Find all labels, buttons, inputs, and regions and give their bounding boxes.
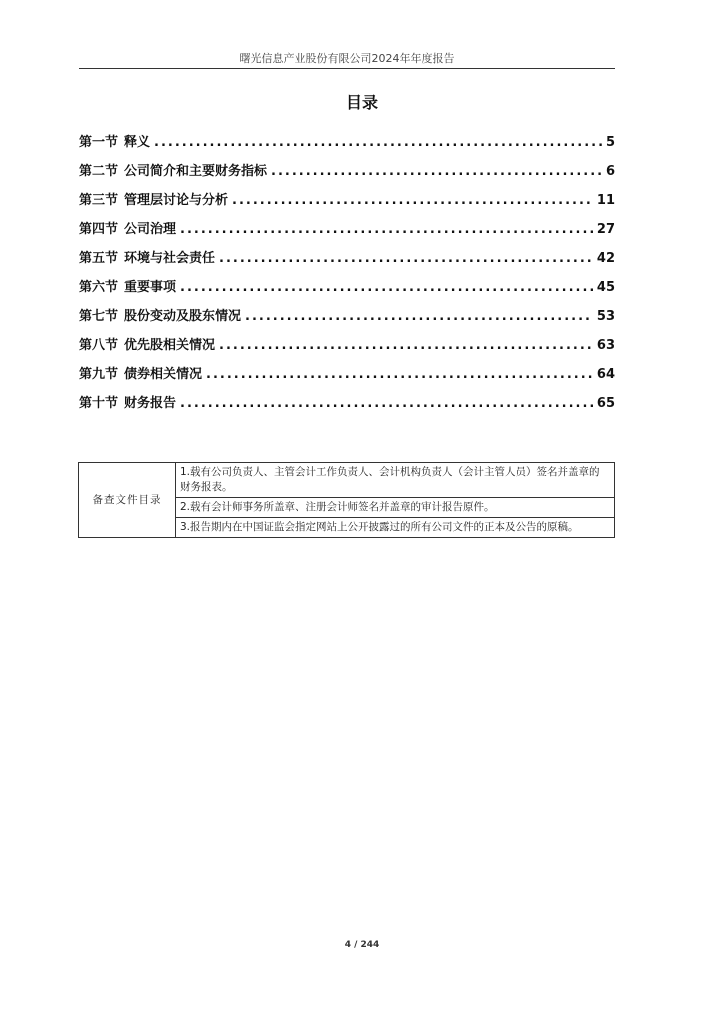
toc-section-number: 第五节: [79, 251, 119, 266]
toc-leader-dots: [180, 222, 593, 237]
toc-entry[interactable]: [79, 131, 615, 160]
toc-entry[interactable]: [79, 247, 615, 276]
toc-page-number: 63: [596, 338, 615, 353]
reference-document-item: 2.载有会计师事务所盖章、注册会计师签名并盖章的审计报告原件。: [176, 498, 615, 518]
reference-document-item: 3.报告期内在中国证监会指定网站上公开披露过的所有公司文件的正本及公告的原稿。: [176, 518, 615, 538]
reference-documents-table: [78, 462, 615, 538]
toc-page-number: 5: [605, 135, 615, 150]
toc-section-title: 释义: [124, 135, 151, 150]
toc-entry[interactable]: [79, 305, 615, 334]
toc-page-number: 11: [596, 193, 615, 208]
toc-leader-dots: [206, 367, 593, 382]
toc-section-number: 第六节: [79, 280, 119, 295]
toc-leader-dots: [232, 193, 593, 208]
page-number: 4 / 244: [344, 940, 380, 950]
toc-section-number: 第八节: [79, 338, 119, 353]
toc-leader-dots: [154, 135, 602, 150]
toc-entry[interactable]: [79, 392, 615, 421]
toc-section-title: 股份变动及股东情况: [124, 309, 242, 324]
toc-page-number: 65: [596, 396, 615, 411]
toc-page-number: 45: [596, 280, 615, 295]
toc-leader-dots: [271, 164, 602, 179]
toc-page-number: 42: [596, 251, 615, 266]
table-of-contents: [79, 131, 615, 421]
toc-entry[interactable]: [79, 363, 615, 392]
toc-section-number: 第二节: [79, 164, 119, 179]
toc-section-title: 公司治理: [124, 222, 177, 237]
toc-page-number: 6: [605, 164, 615, 179]
toc-entry[interactable]: [79, 334, 615, 363]
toc-leader-dots: [219, 338, 593, 353]
toc-section-number: 第三节: [79, 193, 119, 208]
toc-page-number: 27: [596, 222, 615, 237]
toc-section-number: 第十节: [79, 396, 119, 411]
toc-section-title: 管理层讨论与分析: [124, 193, 229, 208]
toc-section-title: 环境与社会责任: [124, 251, 216, 266]
toc-section-title: 财务报告: [124, 396, 177, 411]
toc-entry[interactable]: [79, 218, 615, 247]
toc-section-title: 公司简介和主要财务指标: [124, 164, 268, 179]
toc-page-number: 53: [596, 309, 615, 324]
toc-entry[interactable]: [79, 160, 615, 189]
reference-document-item: 1.载有公司负责人、主管会计工作负责人、会计机构负责人（会计主管人员）签名并盖章的财务报表。: [176, 463, 615, 498]
toc-leader-dots: [180, 396, 593, 411]
toc-leader-dots: [180, 280, 593, 295]
toc-section-number: 第七节: [79, 309, 119, 324]
toc-section-number: 第一节: [79, 135, 119, 150]
reference-documents-label: 备查文件目录: [79, 463, 176, 538]
toc-section-title: 优先股相关情况: [124, 338, 216, 353]
page-title: 目录: [345, 93, 378, 112]
toc-section-number: 第九节: [79, 367, 119, 382]
toc-section-number: 第四节: [79, 222, 119, 237]
toc-page-number: 64: [596, 367, 615, 382]
page-header: 曙光信息产业股份有限公司2024年年度报告: [239, 52, 455, 65]
toc-leader-dots: [219, 251, 593, 266]
toc-section-title: 重要事项: [124, 280, 177, 295]
toc-section-title: 债券相关情况: [124, 367, 203, 382]
header-rule: [79, 68, 615, 69]
toc-leader-dots: [245, 309, 593, 324]
toc-entry[interactable]: [79, 276, 615, 305]
toc-entry[interactable]: [79, 189, 615, 218]
